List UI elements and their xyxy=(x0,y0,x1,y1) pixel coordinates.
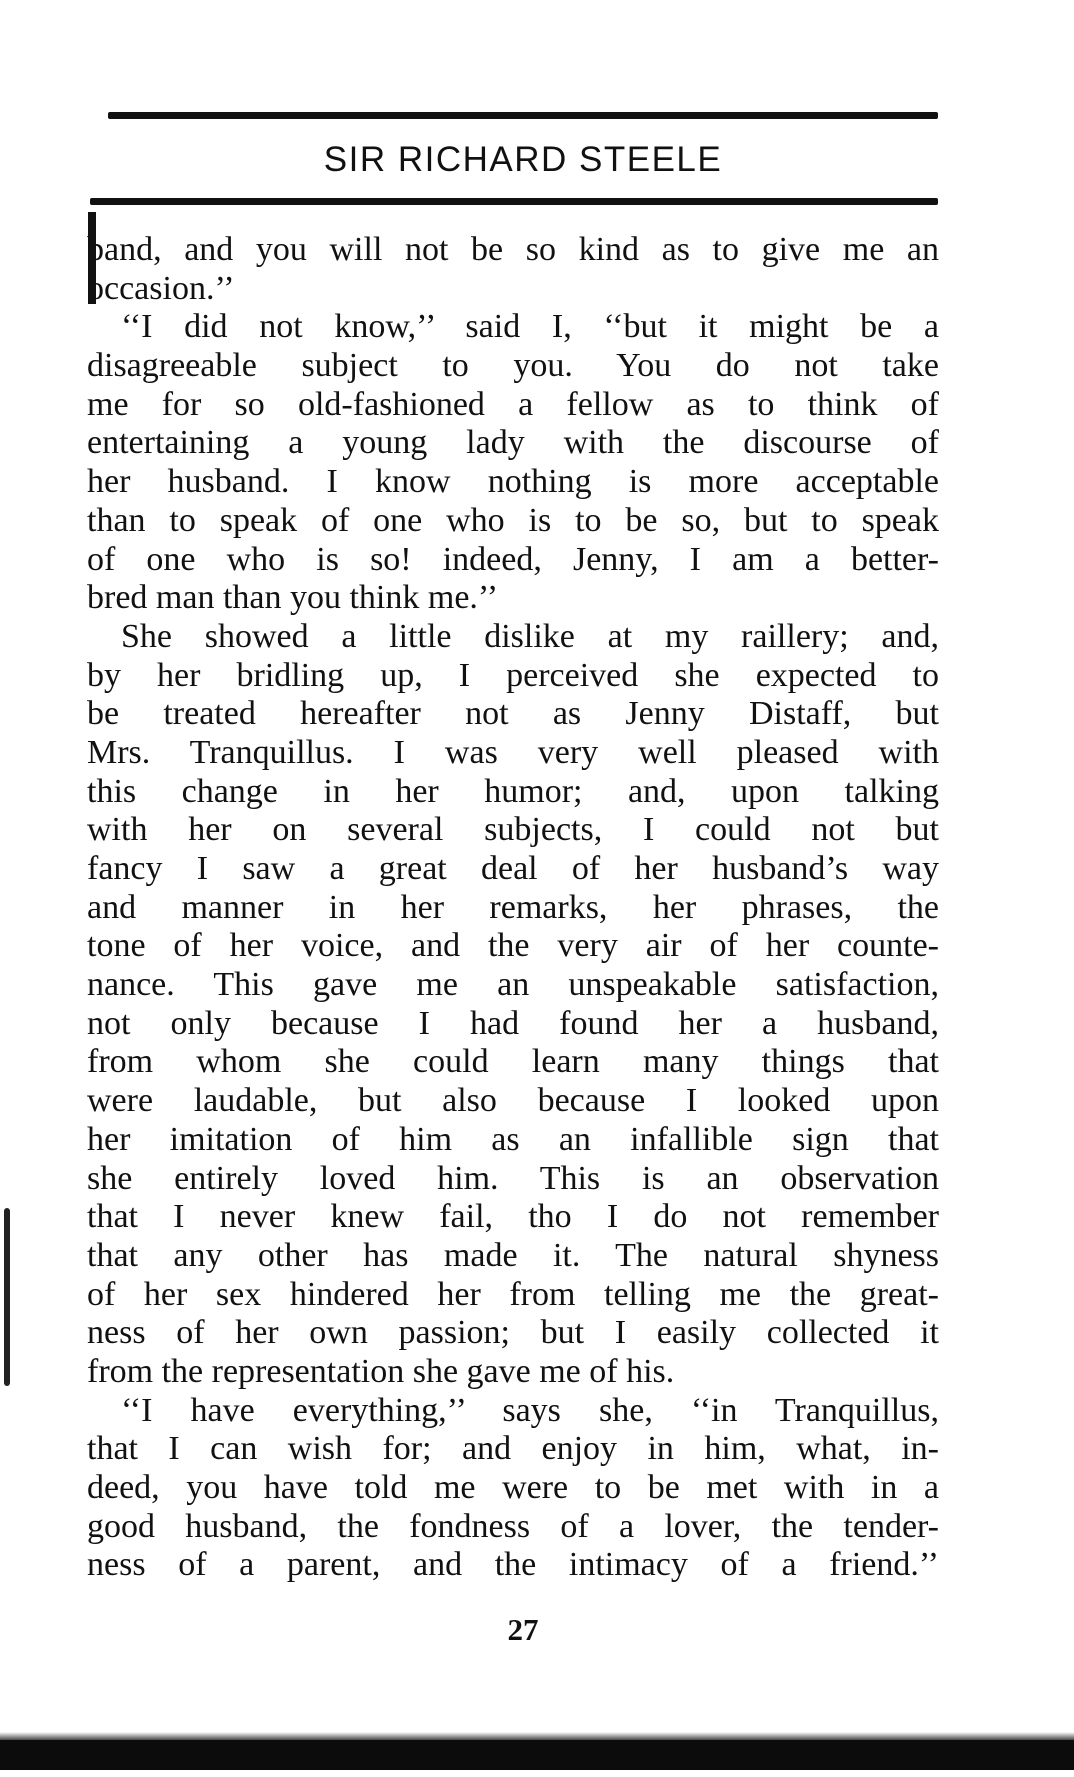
text-line: Mrs. Tranquillus. I was very well pleased with xyxy=(87,733,939,771)
text-line: disagreeable subject to you. You do not take xyxy=(87,347,939,385)
text-line: this change in her humor; and, upon talking xyxy=(87,772,939,810)
text-line: that I never knew fail, tho I do not remember xyxy=(87,1198,939,1236)
text-line: were laudable, but also because I looked upon xyxy=(87,1082,939,1120)
text-line: ness of a parent, and the intimacy of a friend.’’ xyxy=(87,1546,939,1584)
text-line: with her on several subjects, I could not but xyxy=(87,811,939,849)
text-line: her imitation of him as an infallible sign that xyxy=(87,1120,939,1158)
text-line: band, and you will not be so kind as to give me an xyxy=(87,231,939,268)
running-head: SIR RICHARD STEELE xyxy=(323,140,723,179)
text-line: not only because I had found her a husband, xyxy=(87,1004,939,1042)
text-line: deed, you have told me were to be met with in a xyxy=(87,1469,939,1506)
text-line: ‘‘I did not know,’’ said I, ‘‘but it might be a xyxy=(121,308,939,346)
text-line: ‘‘I have everything,’’ says she, ‘‘in Tranquillus, xyxy=(121,1391,939,1429)
text-line: of her sex hindered her from telling me the great- xyxy=(87,1275,939,1313)
text-line: of one who is so! indeed, Jenny, I am a better- xyxy=(87,540,939,578)
text-line: occasion.’’ xyxy=(87,269,235,307)
text-line: bred man than you think me.’’ xyxy=(87,579,499,617)
text-line: than to speak of one who is to be so, but to speak xyxy=(87,501,939,539)
top-rule xyxy=(108,112,938,119)
text-line: good husband, the fondness of a lover, the tender- xyxy=(87,1507,939,1545)
text-line: from whom she could learn many things that xyxy=(87,1043,939,1081)
text-line: nance. This gave me an unspeakable satisfaction, xyxy=(87,966,939,1004)
text-line: her husband. I know nothing is more acceptable xyxy=(87,463,939,501)
text-line: from the representation she gave me of his. xyxy=(87,1352,675,1390)
scan-bottom-edge xyxy=(0,1740,1074,1770)
text-line: me for so old-fashioned a fellow as to think of xyxy=(87,385,939,423)
text-line: tone of her voice, and the very air of her counte- xyxy=(87,927,939,965)
text-line: entertaining a young lady with the discourse of xyxy=(87,424,939,462)
text-line: fancy I saw a great deal of her husband’s way xyxy=(87,850,939,887)
text-line: by her bridling up, I perceived she expected to xyxy=(87,656,939,694)
text-line: be treated hereafter not as Jenny Distaff, but xyxy=(87,695,939,733)
text-line: that any other has made it. The natural shyness xyxy=(87,1236,939,1274)
body-text xyxy=(87,231,939,1585)
text-line: ness of her own passion; but I easily collected it xyxy=(87,1314,939,1352)
page-number: 27 xyxy=(507,1612,539,1647)
header-rule xyxy=(90,198,938,205)
text-line: she entirely loved him. This is an observation xyxy=(87,1159,939,1197)
text-line: that I can wish for; and enjoy in him, what, in- xyxy=(87,1430,939,1468)
margin-scan-mark xyxy=(4,1208,10,1386)
text-line: She showed a little dislike at my raillery; and, xyxy=(121,617,939,655)
text-line: and manner in her remarks, her phrases, the xyxy=(87,888,939,926)
